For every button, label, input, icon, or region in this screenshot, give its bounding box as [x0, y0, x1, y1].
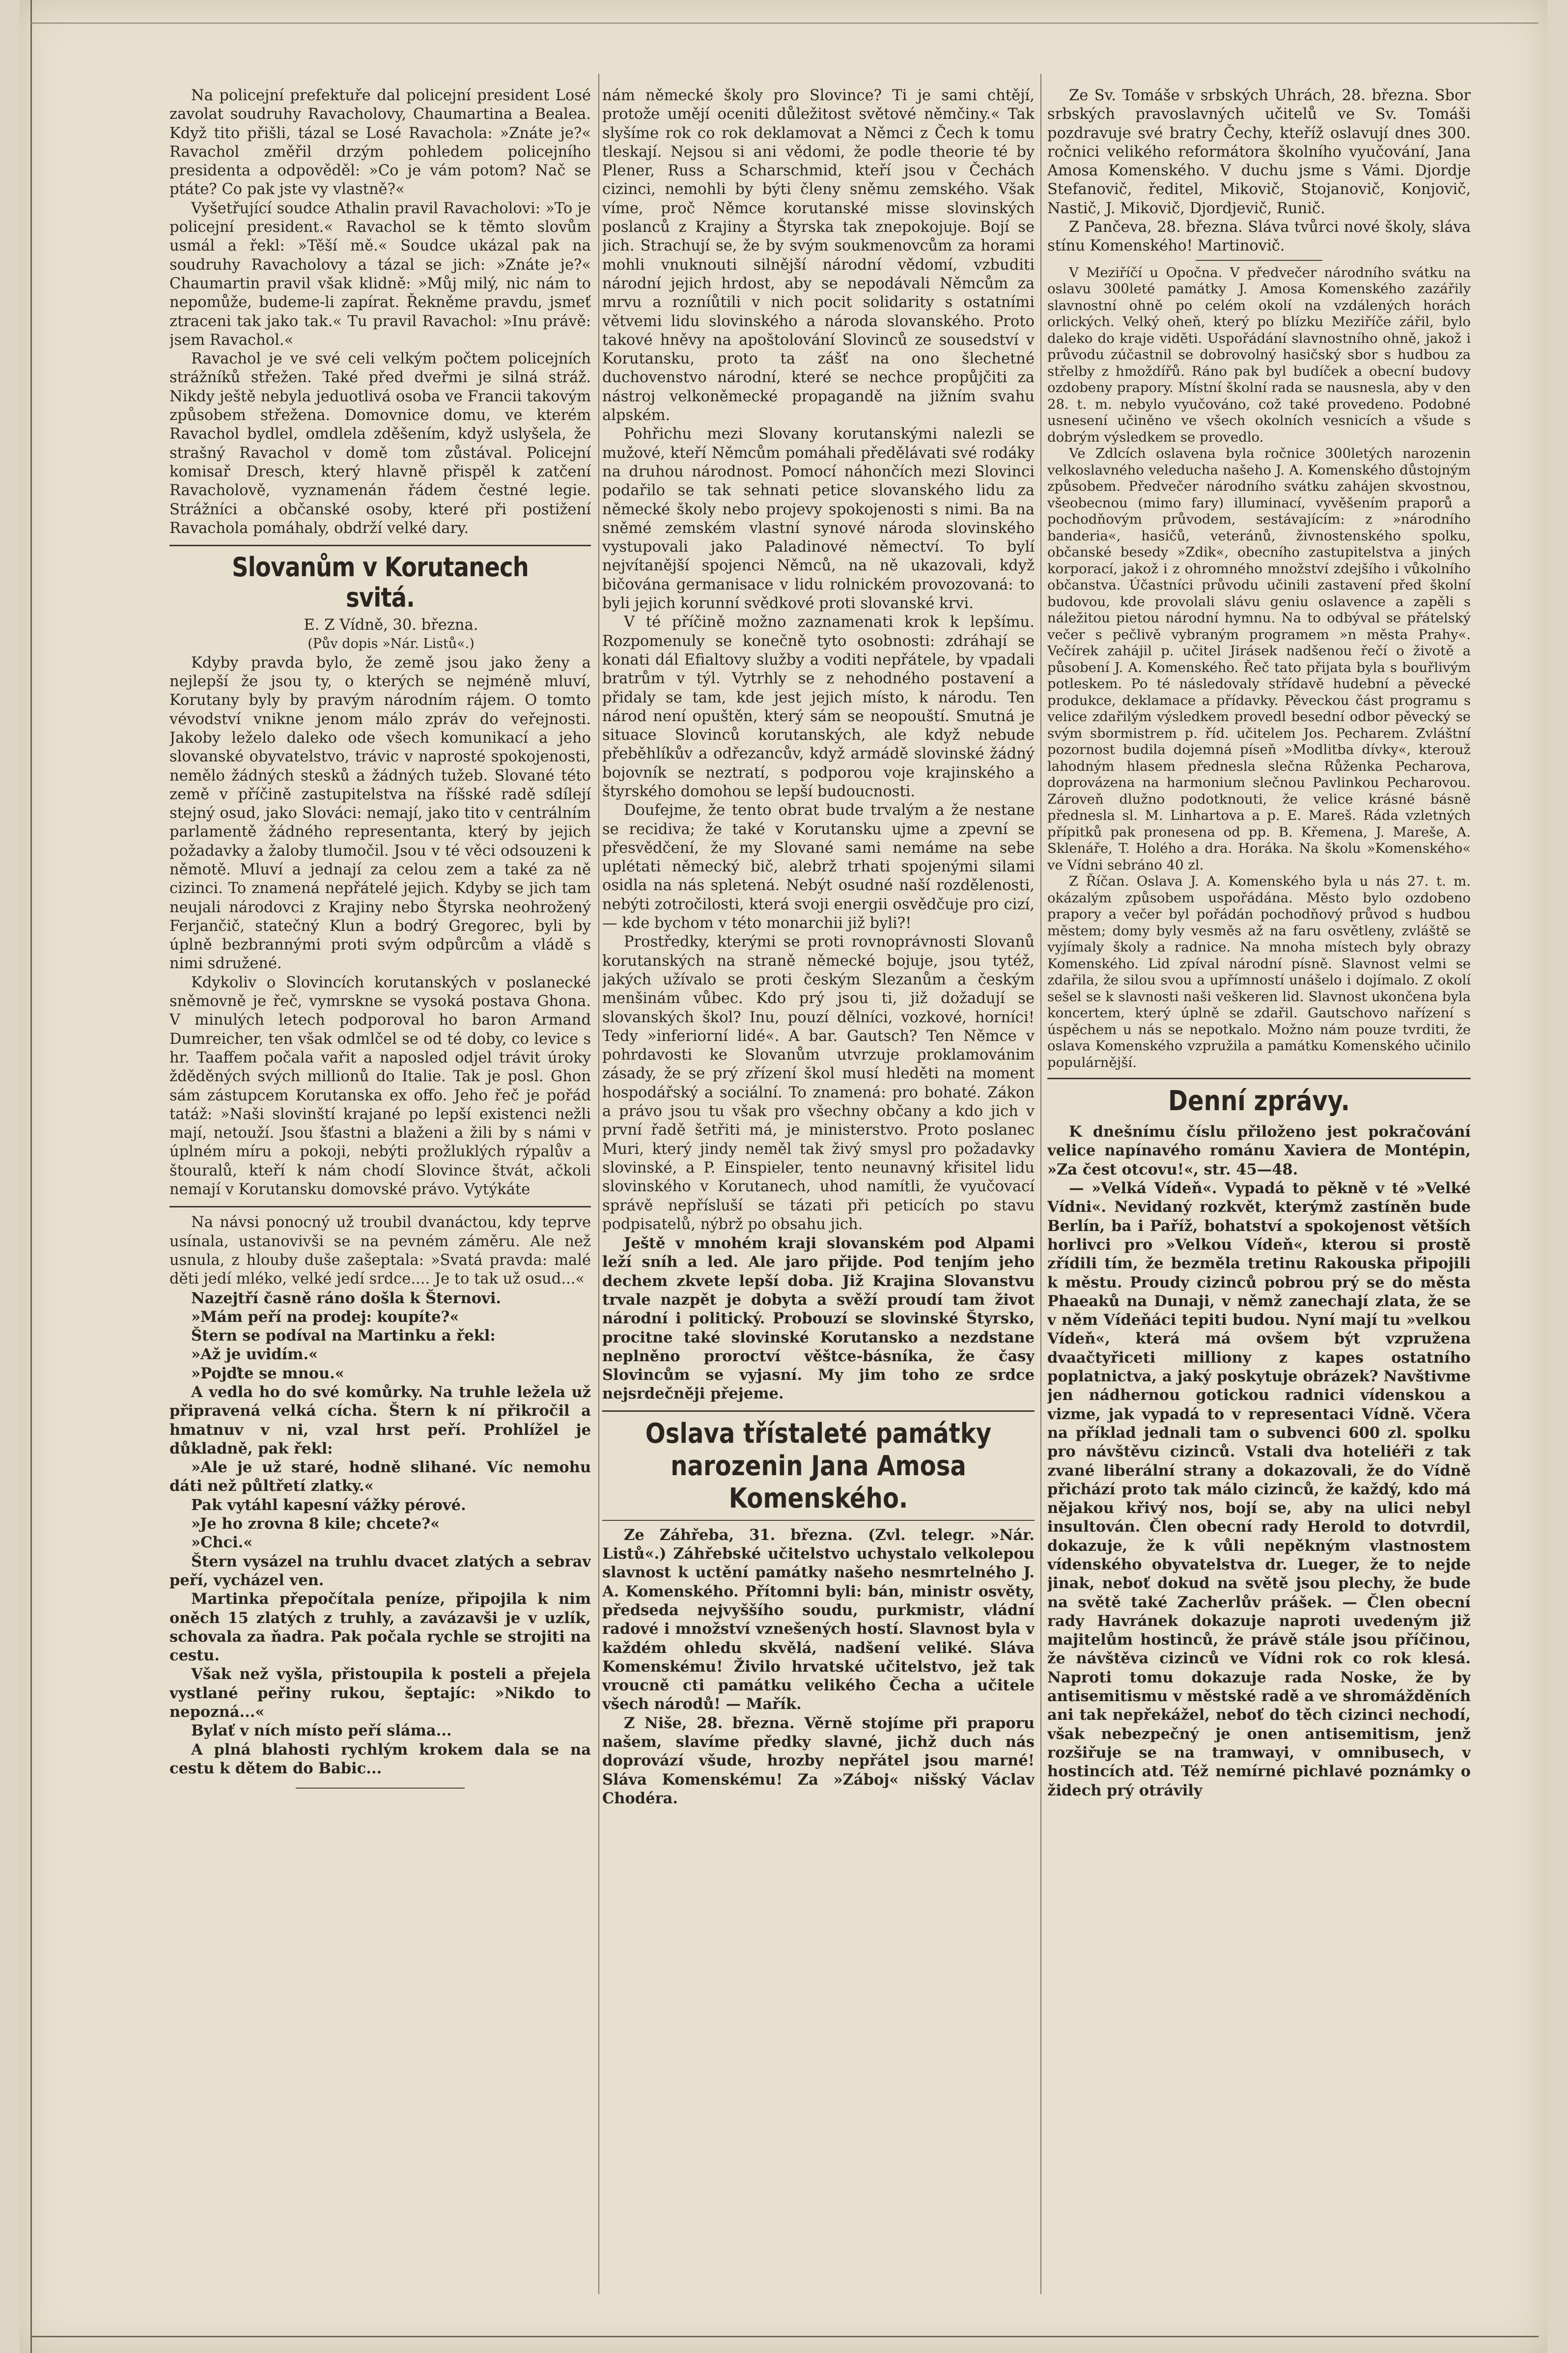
- feuilleton-separator: [169, 1206, 591, 1207]
- telegram-paragraph: Ze Sv. Tomáše v srbských Uhrách, 28. března. Sbor srbských pravoslavných učitelů ve Sv. Tomáši pozdravuje své bratry Čechy, kteříž oslavují dnes 300. ročnici velikého reformátora školního vyučování, Jana Amosa Komenského. V duchu jsme s Vámi. Djordje Stefanovič, ředitel, Mikovič, Stojanovič, Konjovič, Nastič, J. Mikovič, Djordjevič, Runič.: [1047, 87, 1471, 217]
- column-1: [169, 86, 591, 2322]
- story-paragraph: »Pojďte se mnou.«: [191, 1364, 344, 1382]
- article-paragraph: Ještě v mnohém kraji slovanském pod Alpami leží sníh a led. Ale jaro přijde. Pod tenjím jeho dechem zkvete lepší doba. Již Krajina Slovanstvu trvale nazpět je dobyta a svěží proudí tam život národní i politický. Probouzí se slovinské Štyrsko, procitne také slovinské Korutansko a nezdstane neplněno proroctví věštce-básníka, že časy Slovincům se vyjasní. My jim toho ze srdce nejsrdečněji přejeme.: [602, 1234, 1035, 1403]
- article-headline: Oslava třístaleté památky narozenin Jana Amosa Komenského.: [645, 1417, 992, 1514]
- telegram-paragraph: Z Niše, 28. března. Věrně stojíme při praporu našem, slavíme předky slavné, jichž duch nás doprovází všude, hrozby nepřátel jsou marné! Sláva Komenskému! Za »Záboj« nišský Václav Chodéra.: [602, 1714, 1035, 1807]
- story-paragraph: »Je ho zrovna 8 kile; chcete?«: [191, 1515, 440, 1533]
- story-paragraph: »Mám peří na prodej: koupíte?«: [191, 1308, 459, 1326]
- article-paragraph: V té příčině možno zaznamenati krok k lepšímu. Rozpomenuly se konečně tyto osobnosti: zdráhají se konati dál Efialtovy služby a voditi nepřátele, by vpadali bratrům v týl. Vytrhly se z nehodného postavení a přidaly se tam, kde jest jejich místo, k národu. Ten národ není opuštěn, který sám se neopouští. Smutná je situace Slovinců korutanských, ale když nebude přeběhlíkův a odřezancův, když armádě slovinské žádný bojovník se neztratí, s podporou voje krajinského a štyrského domohou se lepší budoucnosti.: [602, 614, 1035, 800]
- article-paragraph: Pohřichu mezi Slovany korutanskými nalezli se mužové, kteří Němcům pomáhali předělávati své rodáky na druhou národnost. Pomocí náhončích mezi Slovinci podařilo se tak sehnati petice slovanského lidu za německé školy nebo projevy spokojenosti s nimi. Ba na sněmé zemském vlastní synové národa slovinského vystupovali jako Paladinové němectví. To bylí nejvítanější spojenci Němců, na ně ukazovali, když bičována germanisace v lidu rolnickém provozovaná: to byli jejich korunní svědkové proti slovanské krvi.: [602, 425, 1035, 613]
- headline-rule: [602, 1520, 1035, 1521]
- section-separator: [1047, 1078, 1471, 1079]
- story-paragraph: Bylať v ních místo peří sláma...: [191, 1722, 452, 1740]
- end-rule: [296, 1788, 464, 1789]
- column-2: [602, 86, 1035, 2322]
- story-paragraph: Však než vyšla, přistoupila k posteli a přejela vystlané peřiny rukou, šeptajíc: »Nikdo to nepozná...«: [169, 1665, 591, 1721]
- section-separator: [1196, 260, 1323, 261]
- section-separator: [169, 545, 591, 546]
- article-paragraph: Kdykoliv o Slovincích korutanských v poslanecké sněmovně je řeč, vymrskne se vysoká postava Ghona. V minulých letech podporoval ho baron Armand Dumreicher, ten však odmlčel se od té doby, co levice s hr. Taaffem počala vařit a naposled odjel trávit úroky žděděných svých millionů do Italie. Tak je posl. Ghon sám zástupcem Korutanska ex offo. Jeho řeč je pořád tatáž: »Naši slovinští krajané po lepší existenci nežli mají, netouží. Jsou šťastni a blaženi a žili by s námi v úplném míru a pokoji, nebýti prožluklých rýpalův a štouralů, kteří k nám chodí Slovince štvát, ačkoli nemají v Korutansku domovské právo. Vytýkáte: [169, 974, 591, 1199]
- article-headline: Slovanům v Korutanech svitá.: [232, 552, 529, 614]
- story-paragraph: Pak vytáhl kapesní vážky pérové.: [191, 1496, 466, 1514]
- story-paragraph: Na návsi ponocný už troubil dvanáctou, kdy teprve usínala, ustanovivši se na pevném záměru. Ale než usnula, z hlouby duše zašeptala: »Svatá pravda: malé děti jedí mléko, velké jedí srdce.... Je to tak už osud...«: [169, 1214, 591, 1288]
- article-paragraph: Vyšetřující soudce Athalin pravil Ravacholovi: »To je policejní president.« Ravachol se k těmto slovům usmál a řekl: »Těší mě.« Soudce ukázal pak na soudruhy Ravacholovy a tázal se jich: »Znáte je?« Chaumartin pravil však klidně: »Můj milý, nic nám to nepomůže, budeme-li zapírat. Řekněme pravdu, jsmeť ztraceni tak jako tak.« Tu pravil Ravachol: »Inu právě: jsem Ravachol.«: [169, 199, 591, 349]
- bottom-rule: [30, 2336, 1539, 2337]
- story-paragraph: A plná blahosti rychlým krokem dala se na cestu k dětem do Babic...: [169, 1740, 591, 1777]
- story-paragraph: Štern vysázel na truhlu dvacet zlatých a sebrav peří, vycházel ven.: [169, 1552, 591, 1589]
- page-margin-rule: [30, 0, 32, 2353]
- notice-paragraph: K dnešnímu číslu přiloženo jest pokračování velice napínavého románu Xaviera de Montépin, »Za čest otcovu!«, str. 45—48.: [1047, 1123, 1471, 1178]
- telegram-paragraph: Ze Záhřeba, 31. března. (Zvl. telegr. »Nár. Listů«.) Záhřebské učitelstvo uchystalo velkolepou slavnost k uctění památky našeho nesmrtelného J. A. Komenského. Přítomni byli: bán, ministr osvěty, předseda nejvyššího soudu, purkmistr, vládní radové i množství vznešených hostí. Slavnost byla v každém ohledu skvělá, nadšení veliké. Sláva Komenskému! Živilo hrvatské učitelstvo, jež tak vroucně cti památku velikého Čecha a učitele všech národů! — Mařík.: [602, 1526, 1035, 1713]
- story-paragraph: Štern se podíval na Martinku a řekl:: [191, 1327, 496, 1345]
- report-paragraph: Z Říčan. Oslava J. A. Komenského byla u nás 27. t. m. okázalým způsobem uspořádána. Město bylo ozdobeno prapory a večer byl pořádán pochodňový průvod s hudbou městem; domy byly vesměs až na faru osvětleny, zvláště se vyjímaly školy a radnice. Na mnoha místech byly obrazy Komenského. Lid zpíval národní písně. Slavnost velmi se zdařila, že silou svou a upřímností unášelo i dojímalo. Z okolí sešel se k slavnosti naši veškeren lid. Slavnost ukončena byla koncertem, který úplně se zdařil. Gautschovo nařízení s úspěchem u nás se nepotkalo. Možno nám pouze tvrditi, že oslava Komenského vzpružila a památku Komenského učinilo populárnější.: [1047, 873, 1471, 1070]
- report-paragraph: Ve Zdlcích oslavena byla ročnice 300letých narozenin velkoslavného veleducha našeho J. A. Komenského důstojným způsobem. Předvečer národního svátku zahájen skvostnou, všeobecnou (mimo fary) illuminací, vyvěšením praporů a pochodňovým průvodem, sestávajícím: z »národního banderia«, hasičů, veteránů, živnostenského spolku, občanské besedy »Zdik«, obecního zastupitelstva a jiných korporací, jakož i z ohromného množství zdejšího i vůkolního občanstva. Účastníci průvodu učinili zastavení před školní budovou, kde provolali slávu geniu oslavence a zapěli s náležitou pietou národní hymnu. Na to odbýval se přátelský večer s pečlivě vybraným programem »n města Prahy«. Večírek zahájil p. učitel Jirásek nadšenou řečí o životě a působení J. A. Komenského. Řeč tato přijata byla s bouřlivým potleskem. Po té následovaly střídavě hudební a pěvecké produkce, deklamace a přídavky. Pěveckou část programu s velice zdařilým výsledkem provedl besední odbor pěvecký se svým sbormistrem p. říd. učitelem Jos. Pecharem. Zvláštní pozornost budila dojemná píseň »Modlitba dívky«, kterouž lahodným hlasem přednesla slečna Růženka Pecharova, doprovázena na harmonium slečnou Pavlinkou Pecharovou. Zároveň dlužno podotknouti, že velice krásné básně přednesla sl. M. Linhartova a p. E. Mareš. Ráda vzletných přípitků pak pronesena od pp. B. Křemena, J. Mareše, A. Sklenáře, T. Holého a dra. Horáka. Na školu »Komenského« ve Vídni sebráno 40 zl.: [1047, 446, 1471, 873]
- section-headline: Denní zprávy.: [1168, 1085, 1350, 1118]
- news-paragraph: — »Velká Vídeň«. Vypadá to pěkně v té »Velké Vídni«. Nevidaný rozkvět, kterýmž zastíněn bude Berlín, ba i Paříž, bohatství a spokojenost větších horlivci pro »Velkou Vídeň«, kterou si prostě zřídili tím, že bezměla tretinu Rakouska připojili k městu. Proudy cizinců pobrou prý se do města Phaeaků na Dunaji, v němž zanechají zlata, že se v něm Vídeňáci tepiti budou. Nyní mají tu »velkou Vídeň«, která má ovšem být vzpružena dvaačtyřiceti milliony z kapes ostatního poplatnictva, a jaký poskytuje obrázek? Navštivme jen nádhernou gotickou radnici vídenskou a vizme, jak vypadá to v representaci Vídně. Včera na příklad jednali tam o subvenci 600 zl. spolku pro návštěvu cizinců. Vstali dva hoteliéři z tak zvané liberální strany a dokazovali, že do Vídně přichází proto tak málo cizinců, že každý, kdo má nějakou křivý nos, bojí se, aby na ulici nebyl insultován. Člen obecní rady Herold to dotvrdil, dokazuje, že k vůli nepěkným vlastnostem vídenského obyvatelstva dr. Lueger, že to nejde jinak, neboť dokud na světě jsou plechy, že bude na světě také Zacherlův prášek. — Člen obecní rady Havránek dokazuje naproti uvedeným již majitelům hostinců, že právě stále jsou příčinou, že návštěva cizinců ve Vídni rok co rok klesá. Naproti tomu dokazuje rada Noske, že by antisemitismu v městské radě a ve shromážděních ani tak nepřekážel, neboť do těch cizinci nechodí, však nebezpečný je onen antisemitism, jenž rozšiřuje se na tramwayi, v omnibusech, v hostincích atd. Též nemírné pichlavé poznámky o židech prý otrávily: [1047, 1179, 1471, 1799]
- article-paragraph: nám německé školy pro Slovince? Ti je sami chtějí, protože umějí oceniti důležitost světové němčiny.« Tak slyšíme rok co rok deklamovat a Němci z Čech k tomu tleskají. Nejsou si ani vědomi, že podle theorie té by Plener, Russ a Scharschmid, kteří jsou v Čechách cizinci, nemohli by býti členy sněmu zemského. Však víme, proč Němce korutanské misse slovinských poslanců z Krajiny a Štyrska tak znepokojuje. Bojí se jich. Strachují se, že by svým soukmenovcům za horami mohli vnuknouti silnější národní vědomí, vzbuditi národní jejich hrdost, aby se nepodávali Němcům za mrvu a rozníůtili v nich pocit solidarity s ostatními větvemi lidu slovinského a národa slovanského. Proto takové hněvy na apoštolování Slovinců ze sousedství v Korutansku, proto ta zášť na ono šlechetné duchovenstvo národní, které se nechce propůjčiti za nástroj velkoněmecké propagandě na jižním svahu alpském.: [602, 87, 1035, 424]
- story-paragraph: »Ale je už staré, hodně slihané. Víc nemohu dáti než půltřetí zlatky.«: [169, 1458, 591, 1495]
- article-paragraph: Kdyby pravda bylo, že země jsou jako ženy a nejlepší že jsou ty, o kterých se nejméně mluví, Korutany byly by pravým národním rájem. O tomto vévodství vnikne jenom málo zpráv do veřejnosti. Jakoby leželo daleko ode všech komunikací a jeho slovanské obyvatelstvo, trávic v naprosté spokojenosti, nemělo žádných stesků a žádných tužeb. Slované této země v příčině zastupitelstva na říšské radě sdílejí stejný osud, jako Slováci: nemají, jako tito v centrálním parlamentě žádného representanta, který by jejich požadavky a žaloby tlumočil. Jsou v té věci odsouzeni k němotě. Mluví a jednají za celou zem a také za ně cizinci. To znamená nepřátelé jejich. Kdyby se jich tam neujali národovci z Krajiny nebo Štyrska neohrožený Ferjančič, statečný Klun a bodrý Gregorec, byli by úplně bezbrannými proti svým odpůrcům a vládě s nimi sdružené.: [169, 654, 591, 973]
- column-divider: [598, 74, 599, 2294]
- story-paragraph: Martinka přepočítala peníze, připojila k nim oněch 15 zlatých z truhly, a zavázavši je v uzlík, schovala za ňadra. Pak počala rychle se strojiti na cestu.: [169, 1590, 591, 1665]
- report-paragraph: V Meziříčí u Opočna. V předvečer národního svátku na oslavu 300leté památky J. Amosa Komenského zazářily slavnostní ohně po celém okolí na vzdálených horách orlických. Velký oheň, který po blízku Meziříče zářil, bylo daleko do kraje viděti. Uspořádání slavnostního ohně, jakož i průvodu zúčastnil se dobrovolný hasičský sbor s hudbou za střelby z hmoždířů. Ráno pak byl budíček a obecní budovy ozdobeny prapory. Místní školní rada se nausnesla, aby v den 28. t. m. nebylo vyučováno, což také provedeno. Podobné usnesení učiněno ve všech okolních vesnicích a všude s dobrým výsledkem se provedlo.: [1047, 264, 1471, 445]
- column-divider: [1040, 74, 1041, 2294]
- telegram-paragraph: Z Pančeva, 28. března. Sláva tvůrci nové školy, sláva stínu Komenského! Martinovič.: [1047, 219, 1471, 255]
- top-rule: [30, 23, 1539, 24]
- article-paragraph: Na policejní prefektuře dal policejní president Losé zavolat soudruhy Ravacholovy, Chaumartina a Bealea. Když tito přišli, tázal se Losé Ravachola: »Znáte je?« Ravachol změřil drzým pohledem policejního presidenta a odpověděl: »Co je vám potom? Nač se ptáte? Co pak jste vy vlastně?«: [169, 87, 591, 198]
- column-3: [1047, 86, 1471, 2322]
- dateline: E. Z Vídně, 30. března.: [304, 616, 478, 634]
- article-paragraph: Ravachol je ve své celi velkým počtem policejních strážníků střežen. Také před dveřmi je silná stráž. Nikdy ještě nebyla jeduotlivá osoba ve Francii takovým způsobem střežena. Domovnice domu, ve kterém Ravachol bydlel, omdlela zděšením, když uslyšela, že strašný Ravachol v domě tom zůstával. Policejní komisař Dresch, který hlavně přispěl k zatčení Ravacholově, vyznamenán řádem čestné legie. Strážníci a občanské osoby, které při postižení Ravachola pomáhaly, obdrží velké dary.: [169, 350, 591, 537]
- story-paragraph: »Až je uvidím.«: [191, 1345, 318, 1364]
- story-paragraph: A vedla ho do své komůrky. Na truhle ležela už připravená velká cícha. Štern k ní přikročil a hmatnuv v ni, vzal hrst peří. Prohlížel je důkladně, pak řekl:: [169, 1383, 591, 1457]
- section-separator: [602, 1410, 1035, 1412]
- source-note: (Pův dopis »Nár. Listů«.): [308, 636, 475, 652]
- article-paragraph: Prostředky, kterými se proti rovnoprávnosti Slovanů korutanských na straně německé bojuje, jsou tytéž, jakých užívalo se proti českým Slezanům a českým menšinám vůbec. Kdo prý jsou ti, již dožadují se slovanských škol? Inu, pouzí dělníci, vozkové, horníci! Tedy »inferiorní lidé«. A bar. Gautsch? Ten Němce v pohrdavosti ke Slovanům utvrzuje proklamovánim zásady, že se prý zřízení škol musí hleděti na moment hospodářský a sociální. To znamená: pro bohaté. Zákon a právo jsou tu však pro všechny občany a kdo jich v první řadě šetřiti má, je ministerstvo. Proto poslanec Muri, který jindy neměl tak živý smysl pro požadavky slovinské, a P. Einspieler, tento neunavný křisitel lidu slovinského v Korutanech, uhod namítli, že vyučovací správě nepřísluší se tázati při peticích po stavu podpisatelů, nýbrž po obsahu jich.: [602, 933, 1035, 1233]
- article-paragraph: Doufejme, že tento obrat bude trvalým a že nestane se recidiva; že také v Korutansku ujme a zpevní se přesvědčení, že my Slované sami nemáme na sebe uplétati německý bič, alebrž trhati spojenými silami osidla na nás spletená. Nebýt osudné naší rozdělenosti, nebýti zotročilosti, která svoji energii osvědčuje pro cizí, — kde bychom v této monarchii již byli?!: [602, 802, 1035, 932]
- story-paragraph: »Chci.«: [191, 1534, 253, 1552]
- story-paragraph: Nazejtří časně ráno došla k Šternovi.: [191, 1289, 502, 1307]
